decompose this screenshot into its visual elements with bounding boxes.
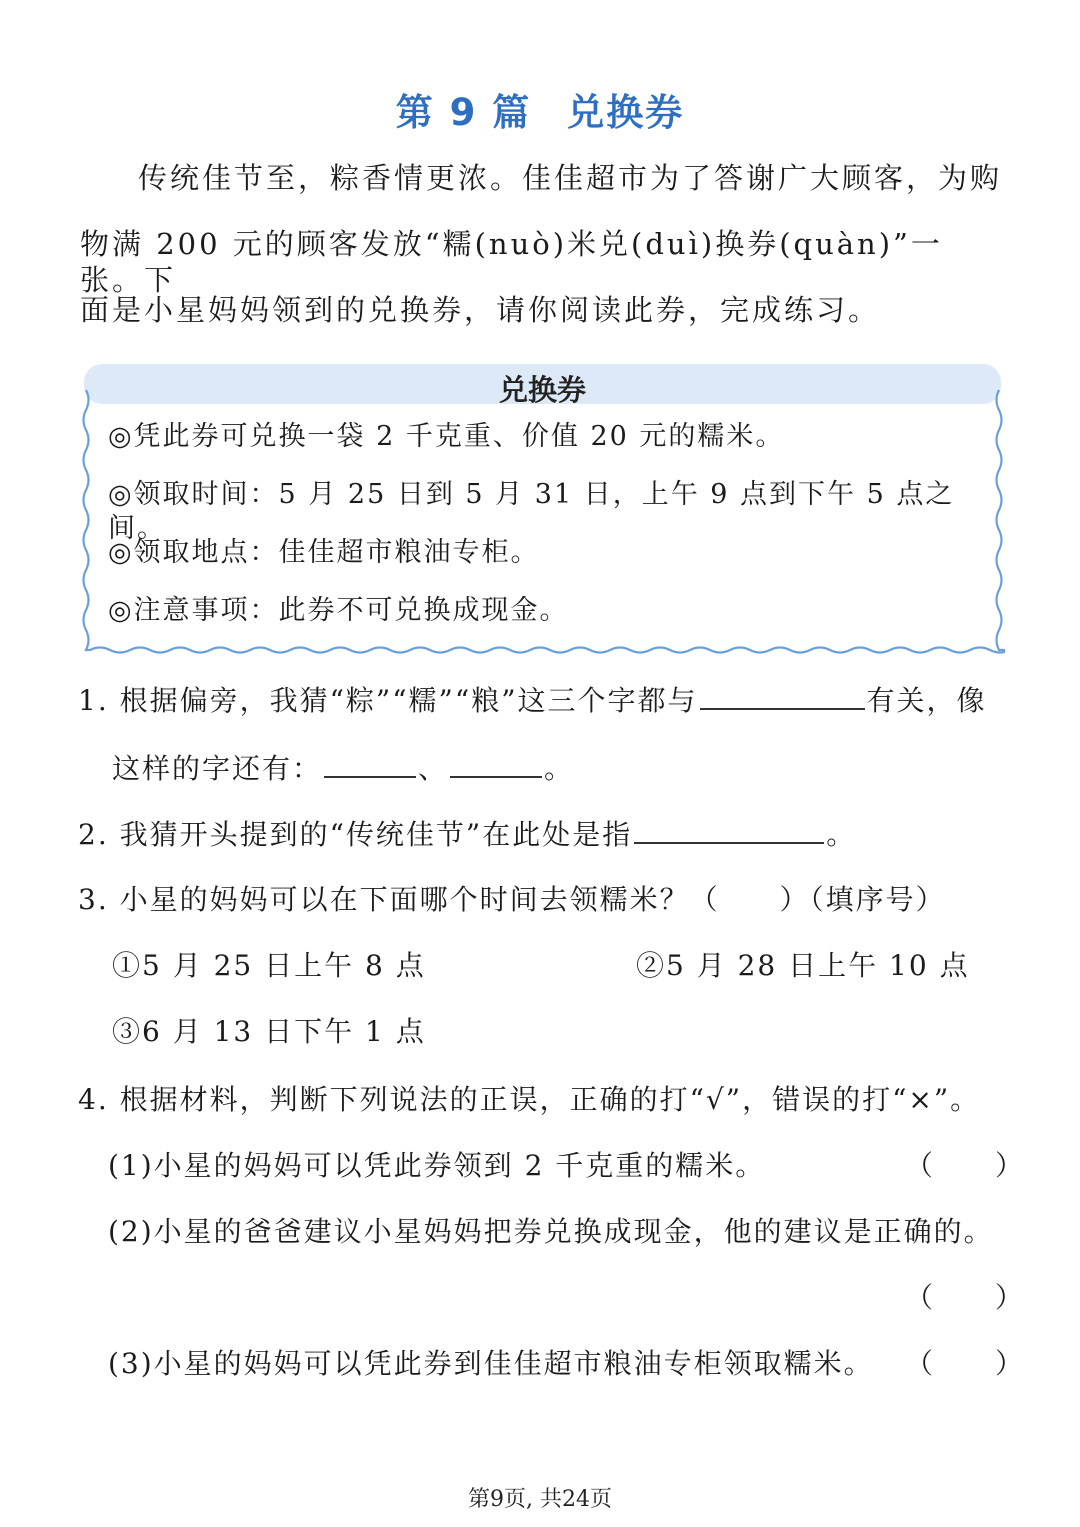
question-2 bbox=[78, 816, 856, 853]
lesson-name: 兑换券 bbox=[567, 91, 685, 134]
question-1-line-2 bbox=[112, 750, 574, 787]
coupon-item-place: ◎领取地点：佳佳超市粮油专柜。 bbox=[108, 537, 540, 568]
intro-line-1: 传统佳节至，粽香情更浓。佳佳超市为了答谢广大顾客，为购 bbox=[138, 161, 1003, 195]
coupon-heading: 兑换券 bbox=[498, 373, 586, 407]
page-number: 第9页, 共24页 bbox=[468, 1487, 612, 1512]
statement-3: (3)小星的妈妈可以凭此券到佳佳超市粮油专柜领取糯米。 bbox=[108, 1347, 874, 1380]
answer-paren-3[interactable]: （ ） bbox=[905, 1347, 1026, 1380]
question-1-examples-label: 这样的字还有： bbox=[112, 752, 323, 785]
coupon-box bbox=[80, 360, 1005, 660]
intro-line-3: 面是小星妈妈领到的兑换券，请你阅读此券，完成练习。 bbox=[80, 293, 881, 327]
period: 。 bbox=[544, 752, 575, 785]
answer-blank-example-1[interactable] bbox=[324, 750, 416, 778]
page-title bbox=[0, 82, 1080, 136]
separator: 、 bbox=[418, 752, 449, 785]
period: 。 bbox=[826, 818, 857, 851]
option-3[interactable]: ③6 月 13 日下午 1 点 bbox=[112, 1015, 426, 1048]
answer-paren-1[interactable]: （ ） bbox=[905, 1149, 1026, 1182]
answer-paren-2[interactable]: （ ） bbox=[905, 1281, 1026, 1314]
coupon-item-notice: ◎注意事项：此券不可兑换成现金。 bbox=[108, 595, 569, 626]
question-1-tail: 有关，像 bbox=[866, 684, 987, 717]
coupon-item-exchange: ◎凭此券可兑换一袋 2 千克重、价值 20 元的糯米。 bbox=[108, 421, 785, 452]
option-2[interactable]: ②5 月 28 日上午 10 点 bbox=[636, 949, 970, 982]
question-1 bbox=[78, 682, 1008, 719]
question-3: 3. 小星的妈妈可以在下面哪个时间去领糯米？（ ）（填序号） bbox=[78, 883, 946, 916]
question-1-text: 1. 根据偏旁，我猜“粽”“糯”“粮”这三个字都与 bbox=[78, 684, 698, 717]
question-4: 4. 根据材料，判断下列说法的正误，正确的打“√”，错误的打“×”。 bbox=[78, 1083, 981, 1116]
answer-blank-festival[interactable] bbox=[634, 816, 824, 844]
intro-line-2: 物满 200 元的顾客发放“糯(nuò)米兑(duì)换券(quàn)”一张。下 bbox=[80, 227, 943, 297]
answer-blank-example-2[interactable] bbox=[450, 750, 542, 778]
coupon-item-time: ◎领取时间：5 月 25 日到 5 月 31 日，上午 9 点到下午 5 点之间。 bbox=[108, 479, 955, 544]
lesson-number: 第 9 篇 bbox=[395, 91, 532, 134]
statement-1: (1)小星的妈妈可以凭此券领到 2 千克重的糯米。 bbox=[108, 1149, 766, 1182]
option-1[interactable]: ①5 月 25 日上午 8 点 bbox=[112, 949, 426, 982]
statement-2: (2)小星的爸爸建议小星妈妈把券兑换成现金，他的建议是正确的。 bbox=[108, 1215, 994, 1248]
question-2-text: 2. 我猜开头提到的“传统佳节”在此处是指 bbox=[78, 818, 633, 851]
answer-blank-radical[interactable] bbox=[700, 682, 865, 710]
